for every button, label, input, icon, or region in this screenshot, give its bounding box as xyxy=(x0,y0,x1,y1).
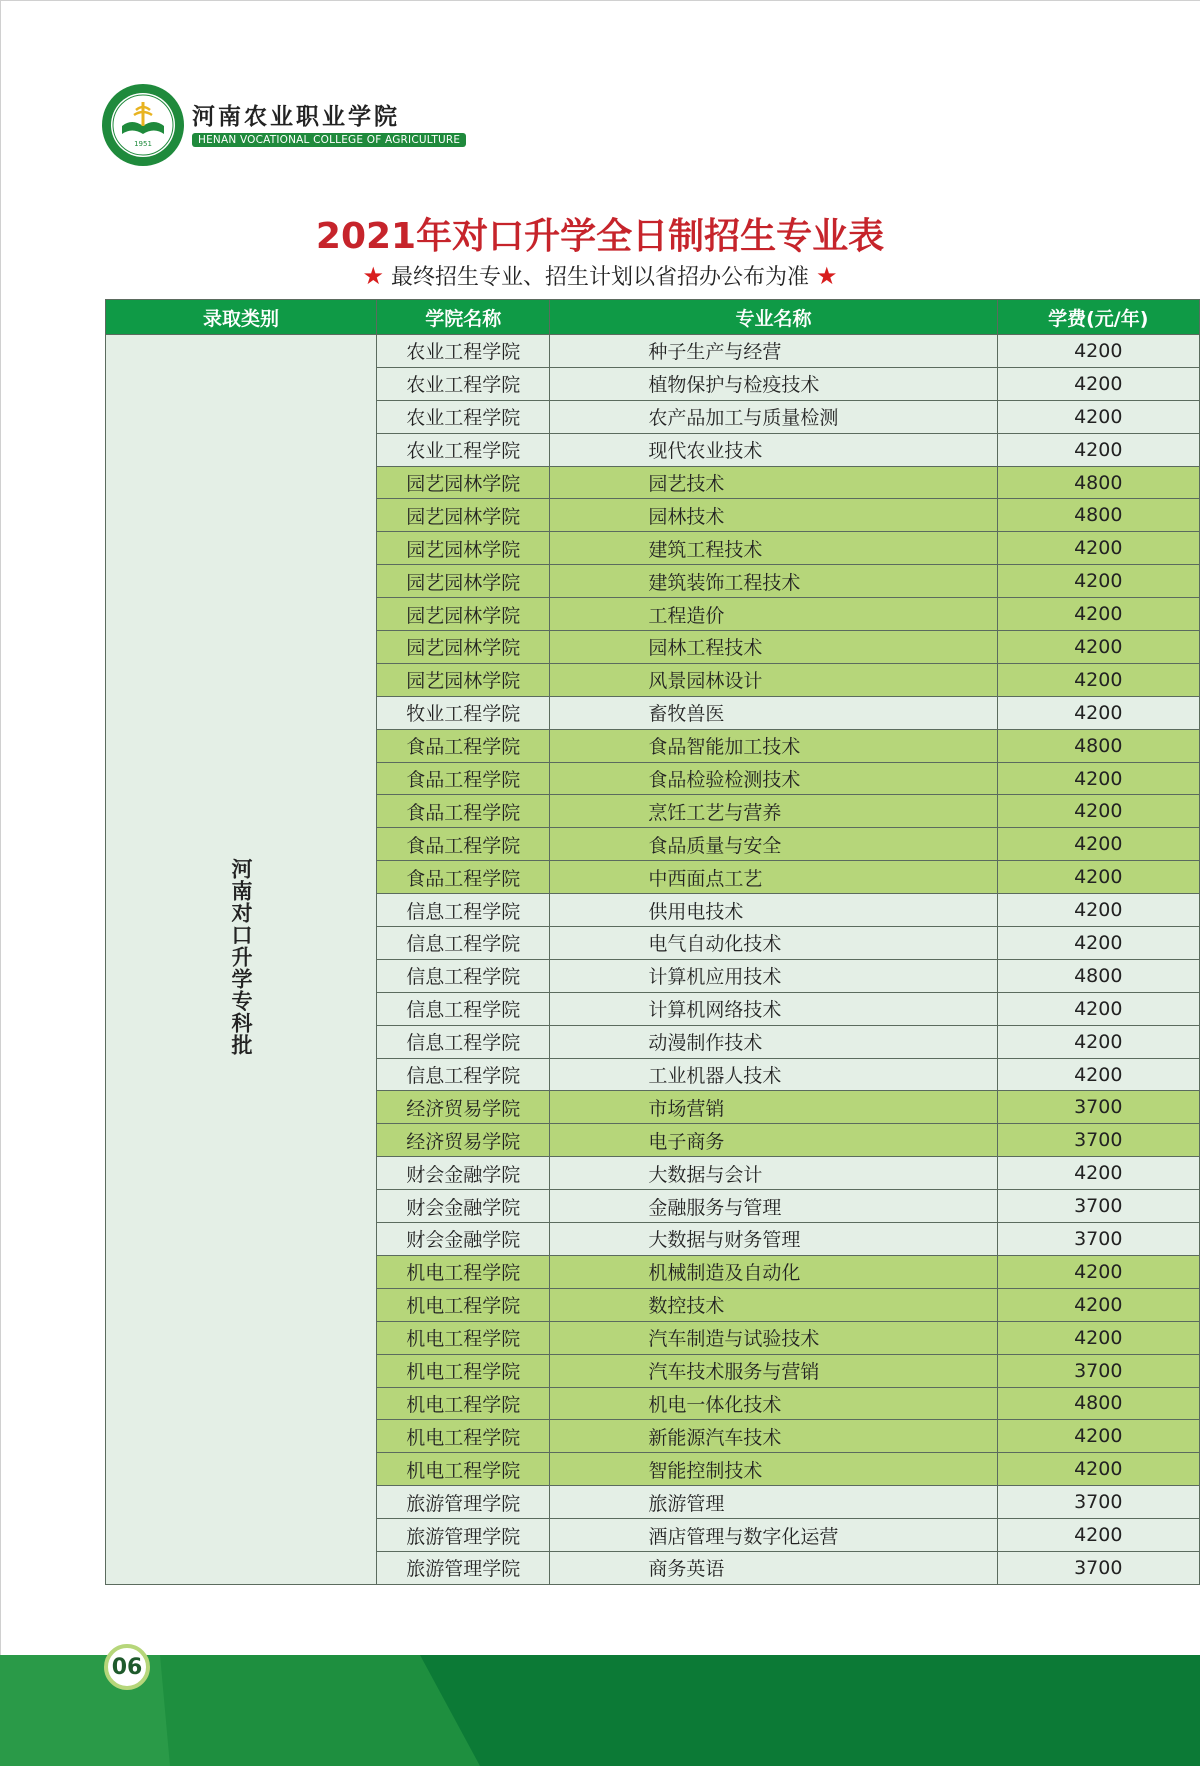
school-cell: 园艺园林学院 xyxy=(377,631,550,664)
major-cell: 建筑工程技术 xyxy=(550,532,997,565)
major-cell: 新能源汽车技术 xyxy=(550,1420,997,1453)
school-cell: 旅游管理学院 xyxy=(377,1519,550,1552)
school-cell: 经济贸易学院 xyxy=(377,1091,550,1124)
category-label: 河南对口升学专科批 xyxy=(229,857,253,1056)
major-cell: 畜牧兽医 xyxy=(550,696,997,729)
fee-cell: 3700 xyxy=(997,1223,1199,1256)
major-cell: 机械制造及自动化 xyxy=(550,1255,997,1288)
major-cell: 市场营销 xyxy=(550,1091,997,1124)
major-cell: 供用电技术 xyxy=(550,894,997,927)
school-cell: 园艺园林学院 xyxy=(377,466,550,499)
major-cell: 电子商务 xyxy=(550,1124,997,1157)
fee-cell: 4200 xyxy=(997,1420,1199,1453)
major-cell: 旅游管理 xyxy=(550,1486,997,1519)
major-cell: 汽车制造与试验技术 xyxy=(550,1321,997,1354)
table-header-row xyxy=(106,300,1200,335)
school-cell: 机电工程学院 xyxy=(377,1453,550,1486)
college-name-en: HENAN VOCATIONAL COLLEGE OF AGRICULTURE xyxy=(192,133,466,147)
fee-cell: 3700 xyxy=(997,1551,1199,1584)
college-name-cn: 河南农业职业学院 xyxy=(192,103,400,130)
fee-cell: 4800 xyxy=(997,499,1199,532)
major-cell: 园林技术 xyxy=(550,499,997,532)
school-cell: 食品工程学院 xyxy=(377,729,550,762)
major-cell: 机电一体化技术 xyxy=(550,1387,997,1420)
fee-cell: 4200 xyxy=(997,1519,1199,1552)
school-cell: 财会金融学院 xyxy=(377,1190,550,1223)
fee-cell: 4200 xyxy=(997,565,1199,598)
school-cell: 信息工程学院 xyxy=(377,1058,550,1091)
major-cell: 电气自动化技术 xyxy=(550,927,997,960)
fee-cell: 4800 xyxy=(997,1387,1199,1420)
fee-cell: 4200 xyxy=(997,367,1199,400)
school-cell: 机电工程学院 xyxy=(377,1255,550,1288)
major-cell: 大数据与会计 xyxy=(550,1157,997,1190)
fee-cell: 4200 xyxy=(997,400,1199,433)
school-cell: 食品工程学院 xyxy=(377,795,550,828)
school-cell: 机电工程学院 xyxy=(377,1420,550,1453)
college-logo xyxy=(100,82,466,168)
fee-cell: 4200 xyxy=(997,598,1199,631)
fee-cell: 4200 xyxy=(997,1157,1199,1190)
school-cell: 机电工程学院 xyxy=(377,1387,550,1420)
category-cell xyxy=(106,335,377,1585)
school-cell: 牧业工程学院 xyxy=(377,696,550,729)
school-cell: 信息工程学院 xyxy=(377,894,550,927)
fee-cell: 4200 xyxy=(997,631,1199,664)
school-cell: 信息工程学院 xyxy=(377,1025,550,1058)
fee-cell: 4200 xyxy=(997,762,1199,795)
header-fee: 学费(元/年) xyxy=(997,300,1199,335)
school-cell: 园艺园林学院 xyxy=(377,598,550,631)
major-cell: 食品智能加工技术 xyxy=(550,729,997,762)
major-cell: 商务英语 xyxy=(550,1551,997,1584)
major-cell: 烹饪工艺与营养 xyxy=(550,795,997,828)
fee-cell: 4800 xyxy=(997,959,1199,992)
major-cell: 现代农业技术 xyxy=(550,433,997,466)
school-cell: 经济贸易学院 xyxy=(377,1124,550,1157)
fee-cell: 4200 xyxy=(997,1288,1199,1321)
fee-cell: 4200 xyxy=(997,1321,1199,1354)
major-cell: 农产品加工与质量检测 xyxy=(550,400,997,433)
fee-cell: 4200 xyxy=(997,927,1199,960)
fee-cell: 4200 xyxy=(997,532,1199,565)
fee-cell: 4200 xyxy=(997,795,1199,828)
school-cell: 旅游管理学院 xyxy=(377,1551,550,1584)
school-cell: 食品工程学院 xyxy=(377,861,550,894)
header-major: 专业名称 xyxy=(550,300,997,335)
major-cell: 食品质量与安全 xyxy=(550,828,997,861)
fee-cell: 4200 xyxy=(997,1058,1199,1091)
table-body xyxy=(106,335,1200,1585)
star-icon: ★ xyxy=(362,262,384,290)
enrollment-table-wrap xyxy=(105,299,1200,1585)
major-cell: 计算机网络技术 xyxy=(550,992,997,1025)
school-cell: 农业工程学院 xyxy=(377,335,550,368)
fee-cell: 3700 xyxy=(997,1486,1199,1519)
fee-cell: 4200 xyxy=(997,663,1199,696)
fee-cell: 4200 xyxy=(997,861,1199,894)
star-icon: ★ xyxy=(816,262,838,290)
header-category: 录取类别 xyxy=(106,300,377,335)
school-cell: 机电工程学院 xyxy=(377,1354,550,1387)
enrollment-table xyxy=(105,299,1200,1585)
emblem-year: 1951 xyxy=(134,140,152,148)
page-title: 2021年对口升学全日制招生专业表 xyxy=(315,216,885,257)
fee-cell: 4200 xyxy=(997,433,1199,466)
major-cell: 食品检验检测技术 xyxy=(550,762,997,795)
page-subtitle xyxy=(0,260,1200,291)
school-cell: 信息工程学院 xyxy=(377,992,550,1025)
college-emblem-icon xyxy=(100,82,186,168)
major-cell: 数控技术 xyxy=(550,1288,997,1321)
major-cell: 金融服务与管理 xyxy=(550,1190,997,1223)
fee-cell: 4200 xyxy=(997,1025,1199,1058)
school-cell: 园艺园林学院 xyxy=(377,532,550,565)
major-cell: 汽车技术服务与营销 xyxy=(550,1354,997,1387)
fee-cell: 4200 xyxy=(997,828,1199,861)
school-cell: 园艺园林学院 xyxy=(377,499,550,532)
school-cell: 农业工程学院 xyxy=(377,433,550,466)
major-cell: 工业机器人技术 xyxy=(550,1058,997,1091)
school-cell: 农业工程学院 xyxy=(377,367,550,400)
school-cell: 财会金融学院 xyxy=(377,1157,550,1190)
school-cell: 旅游管理学院 xyxy=(377,1486,550,1519)
major-cell: 中西面点工艺 xyxy=(550,861,997,894)
school-cell: 食品工程学院 xyxy=(377,828,550,861)
subtitle-text: 最终招生专业、招生计划以省招办公布为准 xyxy=(390,265,809,290)
school-cell: 机电工程学院 xyxy=(377,1321,550,1354)
fee-cell: 4200 xyxy=(997,335,1199,368)
fee-cell: 4200 xyxy=(997,992,1199,1025)
major-cell: 植物保护与检疫技术 xyxy=(550,367,997,400)
fee-cell: 4800 xyxy=(997,729,1199,762)
fee-cell: 3700 xyxy=(997,1091,1199,1124)
fee-cell: 4200 xyxy=(997,1255,1199,1288)
fee-cell: 4800 xyxy=(997,466,1199,499)
table-row xyxy=(106,335,1200,368)
fee-cell: 3700 xyxy=(997,1124,1199,1157)
school-cell: 信息工程学院 xyxy=(377,927,550,960)
fee-cell: 4200 xyxy=(997,1453,1199,1486)
school-cell: 农业工程学院 xyxy=(377,400,550,433)
school-cell: 财会金融学院 xyxy=(377,1223,550,1256)
major-cell: 园艺技术 xyxy=(550,466,997,499)
fee-cell: 4200 xyxy=(997,894,1199,927)
page-number: 06 xyxy=(104,1644,150,1690)
footer-band xyxy=(0,1655,1200,1766)
major-cell: 酒店管理与数字化运营 xyxy=(550,1519,997,1552)
school-cell: 园艺园林学院 xyxy=(377,663,550,696)
school-cell: 食品工程学院 xyxy=(377,762,550,795)
major-cell: 园林工程技术 xyxy=(550,631,997,664)
fee-cell: 3700 xyxy=(997,1190,1199,1223)
header-school: 学院名称 xyxy=(377,300,550,335)
major-cell: 大数据与财务管理 xyxy=(550,1223,997,1256)
school-cell: 园艺园林学院 xyxy=(377,565,550,598)
fee-cell: 3700 xyxy=(997,1354,1199,1387)
major-cell: 风景园林设计 xyxy=(550,663,997,696)
major-cell: 种子生产与经营 xyxy=(550,335,997,368)
major-cell: 计算机应用技术 xyxy=(550,959,997,992)
school-cell: 机电工程学院 xyxy=(377,1288,550,1321)
school-cell: 信息工程学院 xyxy=(377,959,550,992)
major-cell: 智能控制技术 xyxy=(550,1453,997,1486)
major-cell: 工程造价 xyxy=(550,598,997,631)
major-cell: 动漫制作技术 xyxy=(550,1025,997,1058)
fee-cell: 4200 xyxy=(997,696,1199,729)
major-cell: 建筑装饰工程技术 xyxy=(550,565,997,598)
